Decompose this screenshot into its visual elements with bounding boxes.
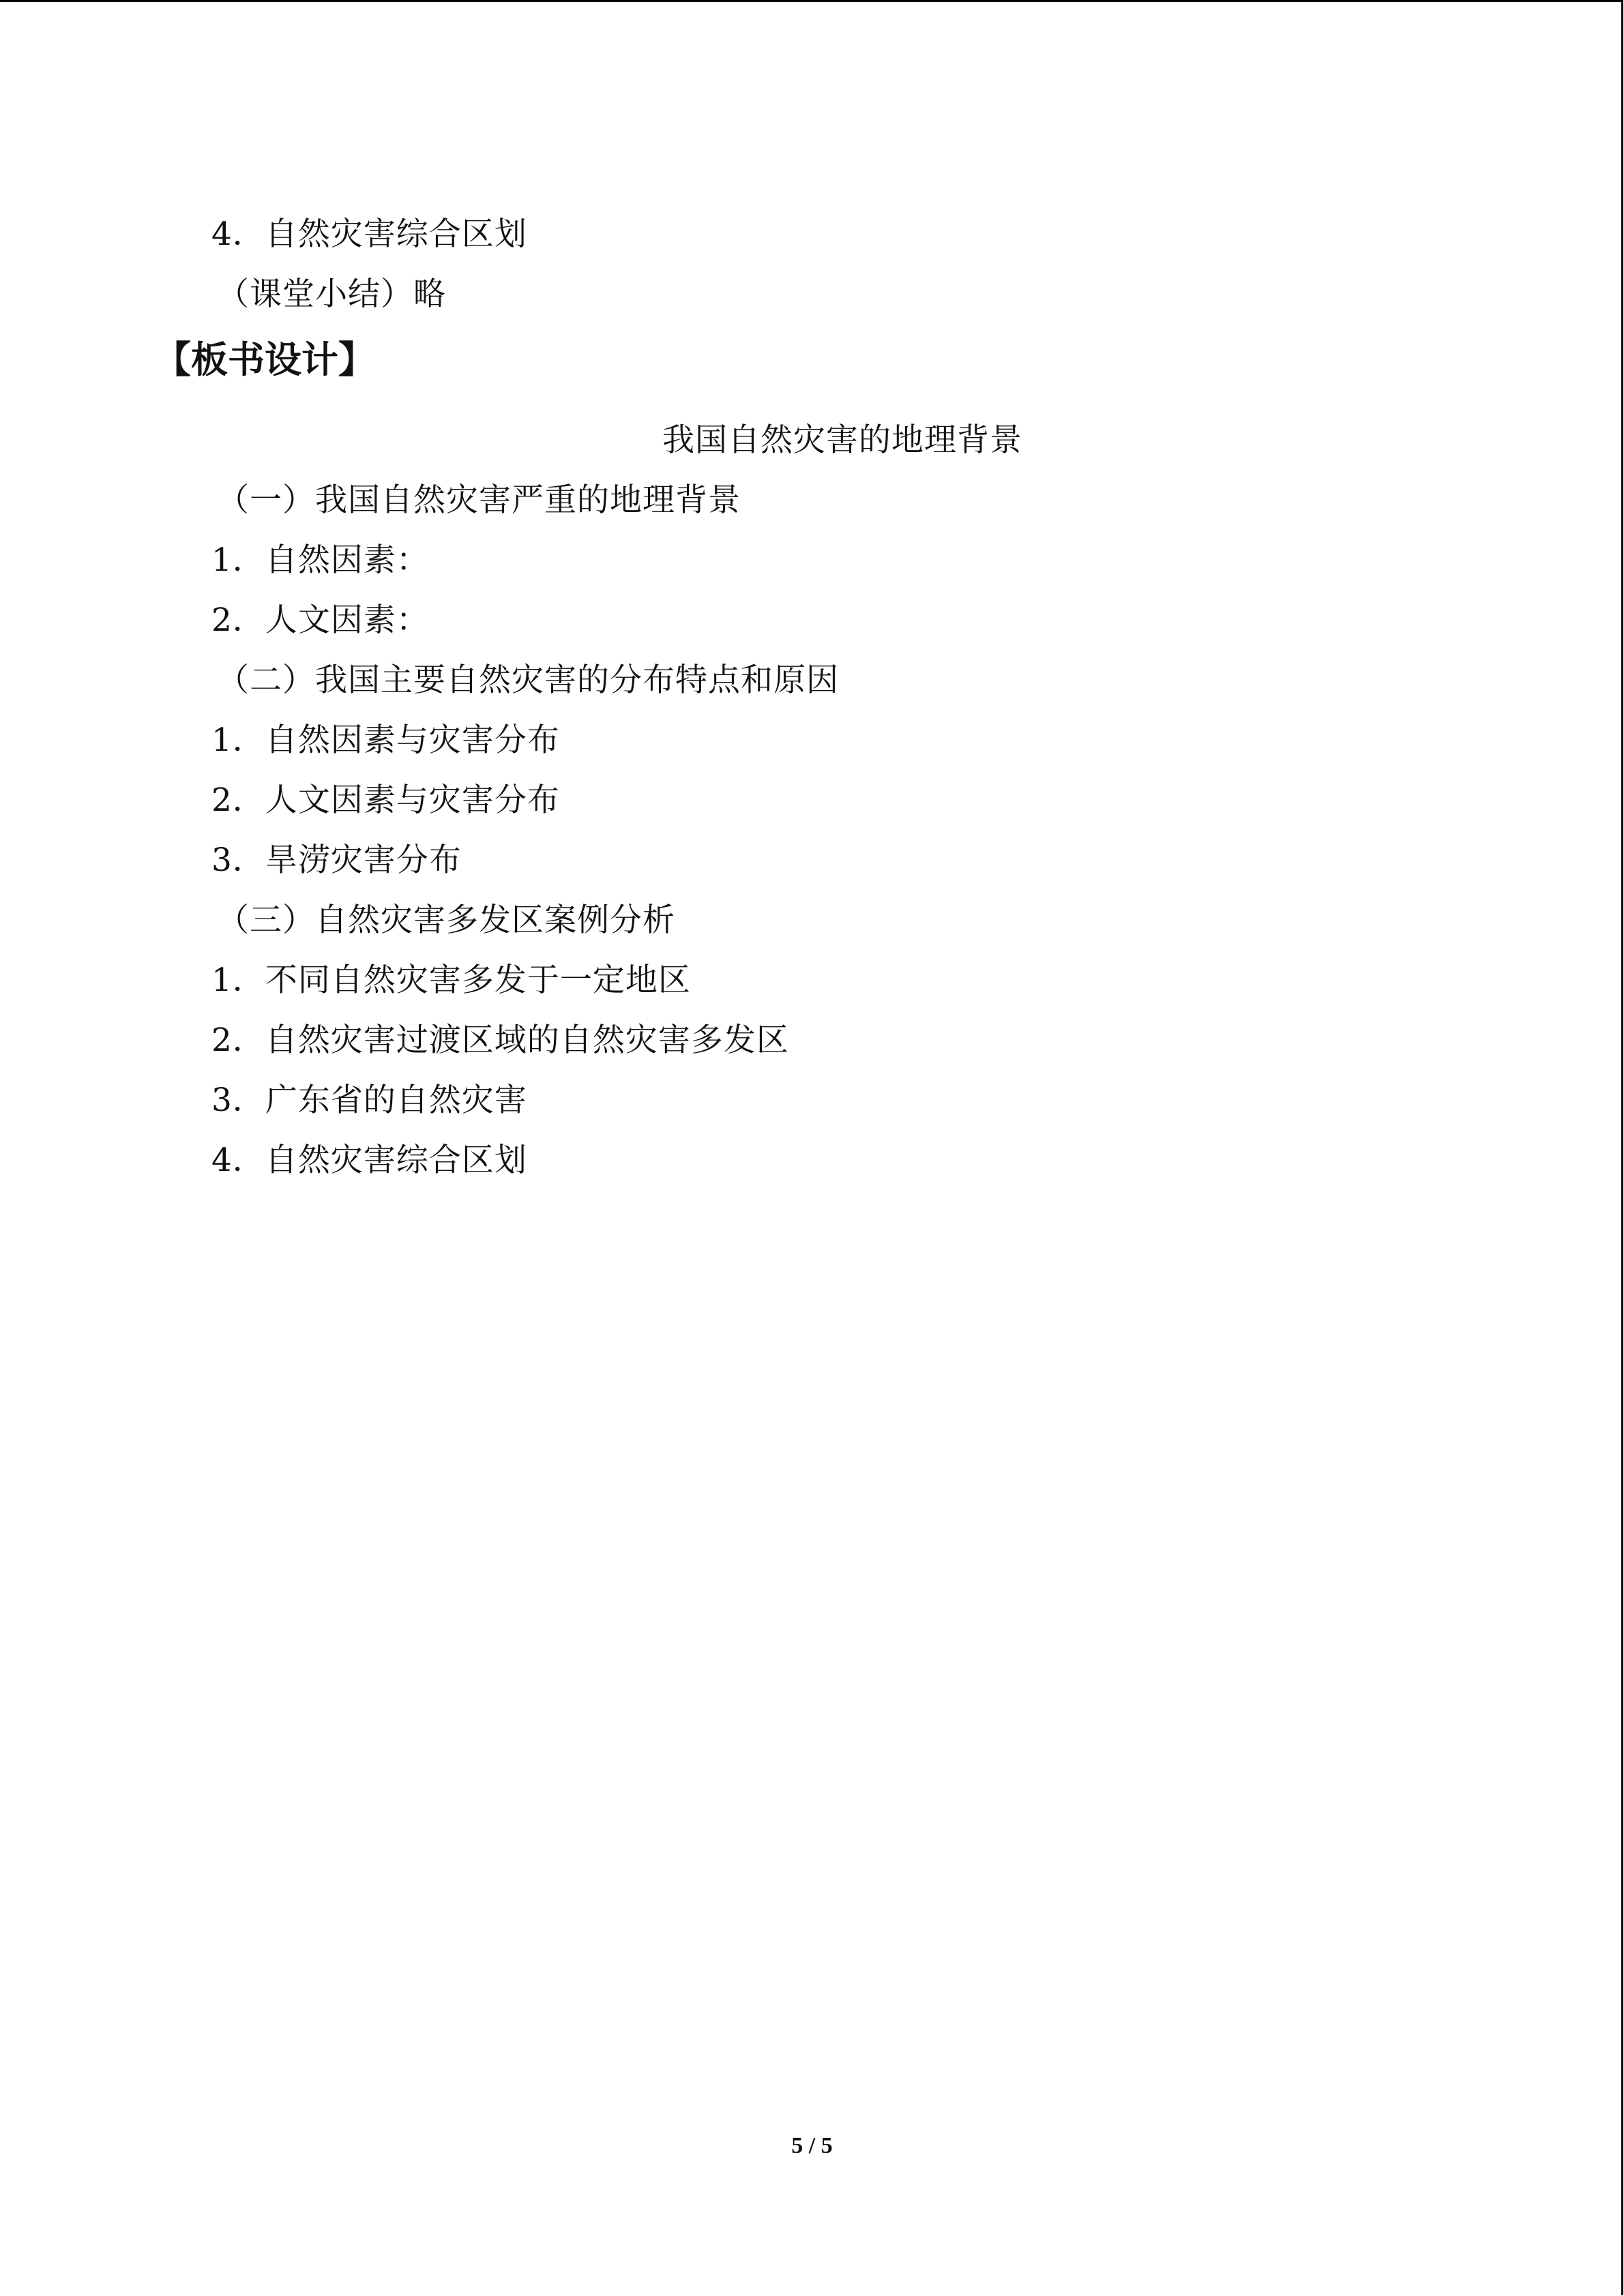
outline-line: 1．自然因素与灾害分布 (211, 721, 560, 759)
outline-line: （一）我国自然灾害严重的地理背景 (217, 481, 741, 519)
outline-line: 4．自然灾害综合区划 (211, 1142, 527, 1179)
outline-line: （三）自然灾害多发区案例分析 (217, 901, 675, 939)
section-heading: 【板书设计】 (154, 338, 375, 381)
outline-line: 2．自然灾害过渡区域的自然灾害多发区 (211, 1022, 789, 1059)
outline-line: 3．旱涝灾害分布 (211, 841, 462, 879)
board-title: 我国自然灾害的地理背景 (662, 421, 1022, 459)
outline-line: 1．自然因素： (211, 541, 429, 579)
outline-line: 1．不同自然灾害多发于一定地区 (211, 961, 691, 999)
class-summary: （课堂小结）略 (217, 275, 446, 313)
outline-line: 3．广东省的自然灾害 (211, 1082, 527, 1119)
outline-line: 2．人文因素： (211, 601, 429, 639)
outline-line: （二）我国主要自然灾害的分布特点和原因 (217, 661, 839, 699)
outline-line: 2．人文因素与灾害分布 (211, 781, 560, 819)
top-item-4: 4．自然灾害综合区划 (211, 215, 527, 253)
page-number: 5 / 5 (791, 2133, 833, 2158)
